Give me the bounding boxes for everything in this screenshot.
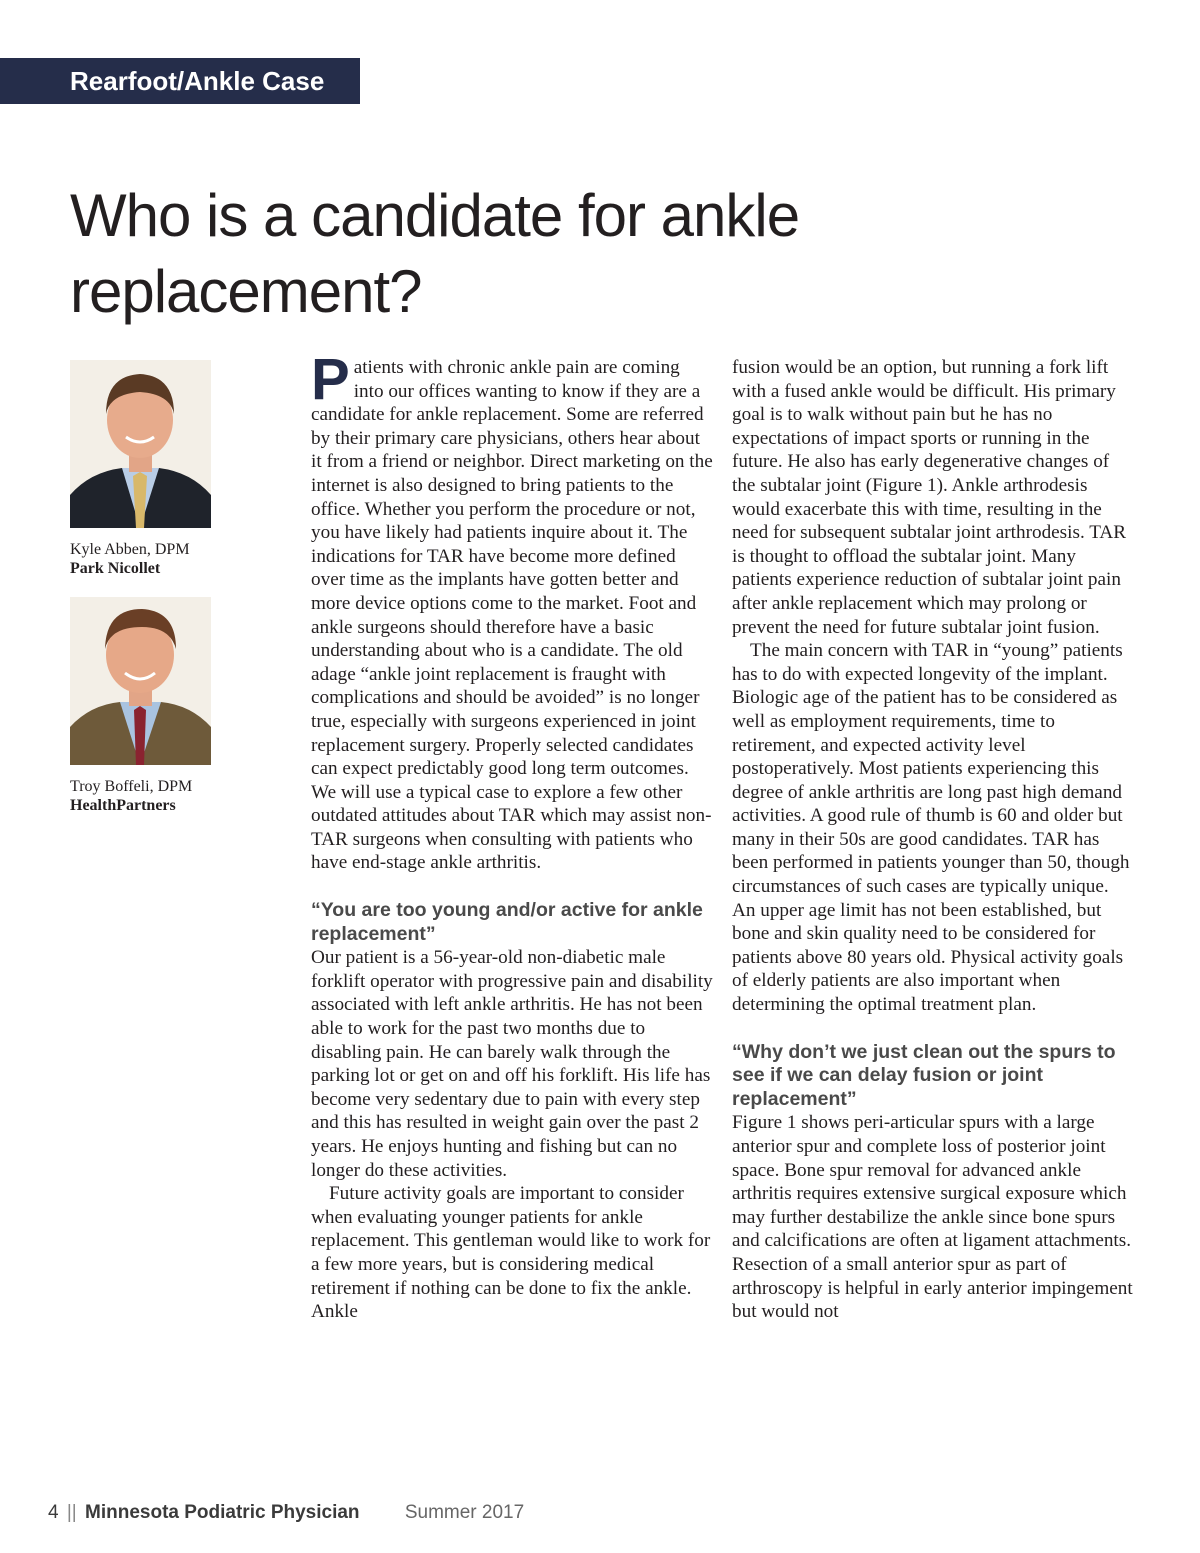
drop-cap: P — [311, 347, 350, 412]
section-subhead: “Why don’t we just clean out the spurs to see if we can delay fusion or joint replacement” — [732, 1040, 1116, 1110]
author-organization: Park Nicollet — [70, 560, 161, 577]
author-organization: HealthPartners — [70, 797, 176, 814]
publication-name: Minnesota Podiatric Physician — [85, 1502, 360, 1523]
body-paragraph — [311, 347, 713, 875]
author-name: Kyle Abben, DPM — [70, 541, 190, 558]
body-paragraph: The main concern with TAR in “young” patients has to do with expected longevity of the implant. Biologic age of the patient has to be considered as well as employment requirements, time to retirement, and expected activity level postoperatively. Most patients experiencing this degree of ankle arthritis are long past high demand activities. A good rule of thumb is 60 and older but many in their 50s are good candidates. TAR has been performed in patients younger than 50, though circumstances of such cases are typically unique. An upper age limit has not been established, but bone and skin quality need to be considered for patients above 80 years old. Physical activity goals of elderly patients are also important when determining the optimal treatment plan. — [732, 640, 1130, 1016]
page-footer — [48, 1502, 524, 1524]
page-title: Who is a candidate for ankle replacement? — [70, 182, 800, 325]
body-paragraph: Our patient is a 56-year-old non-diabetic male forklift operator with progressive pain and disability associated with left ankle arthritis. He has not been able to work for the past two months due to disabling pain. He can barely walk through the parking lot or get on and off his forklift. His life has become very sedentary due to pain with every step and this has resulted in weight gain over the past 2 years. He enjoys hunting and fishing but can no longer do these activities. — [311, 947, 713, 1181]
author-photo — [70, 597, 211, 765]
section-tab: Rearfoot/Ankle Case — [0, 58, 360, 104]
author-photo — [70, 360, 211, 528]
article-column-1 — [311, 347, 713, 1324]
author-card-2 — [70, 597, 270, 815]
body-paragraph: Figure 1 shows peri-articular spurs with a large anterior spur and complete loss of posterior joint space. Bone spur removal for advanced ankle arthritis requires extensive surgical exposure which may further destabilize the ankle since bone spurs and calcifications are often at ligament attachments. Resection of a small anterior spur as part of arthroscopy is helpful in early anterior impingement but would not — [732, 1112, 1133, 1323]
body-paragraph: fusion would be an option, but running a fork lift with a fused ankle would be difficult. His primary goal is to walk without pain but he has no expectations of impact sports or running in the future. He also has early degenerative changes of the subtalar joint (Figure 1). Ankle arthrodesis would exacerbate this with time, resulting in the need for subsequent subtalar joint arthrodesis. TAR is thought to offload the subtalar joint. Many patients experience reduction of subtalar joint pain after ankle replacement which may prolong or prevent the need for future subtalar joint fusion. — [732, 357, 1127, 638]
author-card-1 — [70, 360, 270, 578]
article-column-2 — [732, 356, 1134, 1324]
body-text: atients with chronic ankle pain are coming into our offices wanting to know if they are a candidate for ankle replacement. Some are referred by their primary care physicians, others hear about it from a friend or neighbor. Direct marketing on the internet is also designed to bring patients to the office. Whether you perform the procedure or not, you have likely had patients inquire about it. The indications for TAR have become more defined over time as the implants have gotten better and more device options come to the market. Foot and ankle surgeons should therefore have a basic understanding about who is a candidate. The old adage “ankle joint replacement is fraught with complications and should be avoided” is no longer true, especially with surgeons experienced in joint replacement surgery. Properly selected candidates can expect predictably good long term outcomes. We will use a typical case to explore a few other outdated attitudes about TAR which may assist non-TAR surgeons when consulting with patients who have end-stage ankle arthritis. — [311, 357, 713, 874]
section-subhead: “You are too young and/or active for ankle replacement” — [311, 899, 703, 945]
issue-label: Summer 2017 — [404, 1502, 525, 1523]
page-number: 4 — [48, 1502, 59, 1523]
body-paragraph: Future activity goals are important to consider when evaluating younger patients for ankle replacement. This gentleman would like to work for a few more years, but is considering medical retirement if nothing can be done to fix the ankle. Ankle — [311, 1183, 711, 1323]
author-name: Troy Boffeli, DPM — [70, 778, 193, 795]
footer-separator: || — [66, 1502, 77, 1523]
